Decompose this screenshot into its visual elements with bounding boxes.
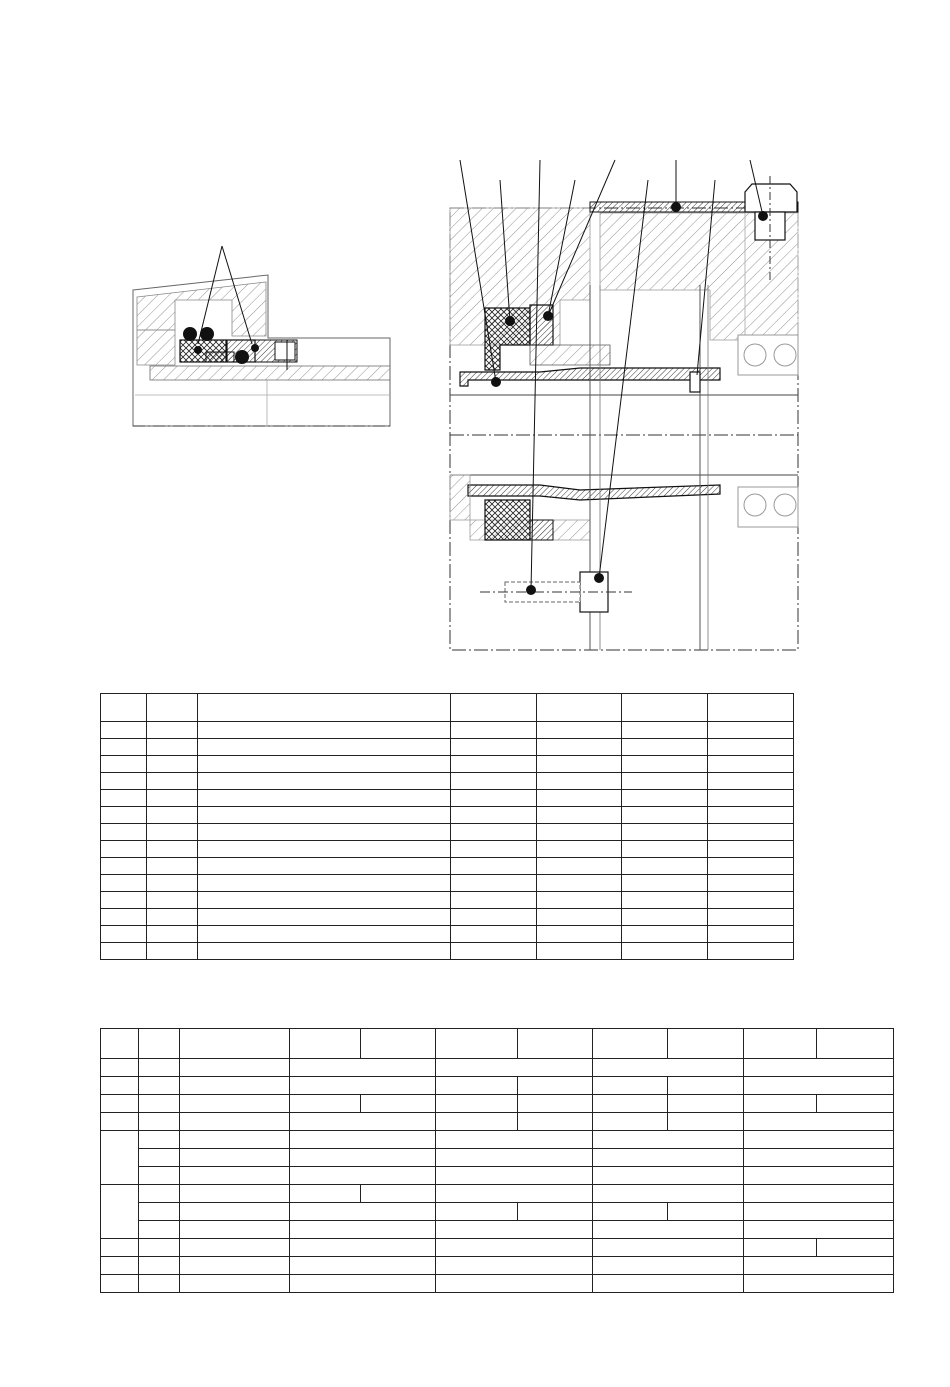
table-cell	[147, 756, 198, 773]
table-row	[101, 1077, 894, 1095]
table-cell	[147, 892, 198, 909]
table-cell	[147, 722, 198, 739]
table-cell	[198, 909, 451, 926]
table-row	[101, 739, 794, 756]
table-cell	[708, 694, 794, 722]
table-row	[101, 1059, 894, 1077]
bolt-head	[745, 184, 797, 212]
table-cell	[708, 807, 794, 824]
table-cell	[101, 892, 147, 909]
table-cell	[451, 824, 537, 841]
table-cell	[198, 892, 451, 909]
table-row	[101, 909, 794, 926]
table-cell	[537, 858, 622, 875]
table-cell	[622, 722, 708, 739]
table-cell	[101, 756, 147, 773]
table-cell	[101, 722, 147, 739]
table-cell	[198, 694, 451, 722]
table-row	[101, 1239, 894, 1257]
table-cell	[708, 824, 794, 841]
table-row	[101, 1257, 894, 1275]
table-cell	[198, 756, 451, 773]
table-cell	[147, 841, 198, 858]
table-cell	[198, 773, 451, 790]
table-cell	[537, 909, 622, 926]
table-row	[101, 1275, 894, 1293]
o-ring	[235, 350, 249, 364]
table-cell	[708, 739, 794, 756]
table-row	[101, 858, 794, 875]
table-cell	[537, 875, 622, 892]
shaft-sleeve-lower	[468, 485, 720, 500]
table-cell	[147, 773, 198, 790]
table-row	[101, 790, 794, 807]
table-cell	[101, 841, 147, 858]
table-cell	[451, 943, 537, 960]
table-cell	[147, 909, 198, 926]
table-row	[101, 1149, 894, 1167]
table-cell	[198, 926, 451, 943]
table-cell	[622, 773, 708, 790]
table-cell	[451, 858, 537, 875]
table-cell	[622, 807, 708, 824]
table-header-row	[101, 694, 794, 722]
table-cell	[537, 694, 622, 722]
table-row	[101, 756, 794, 773]
table-cell	[451, 773, 537, 790]
table-cell	[451, 926, 537, 943]
table-cell	[708, 722, 794, 739]
table-cell	[101, 773, 147, 790]
materials-table	[100, 1028, 894, 1293]
table-cell	[451, 807, 537, 824]
table-cell	[147, 807, 198, 824]
table-cell	[708, 790, 794, 807]
seal-face	[530, 305, 553, 345]
seal-section-drawing-left	[133, 246, 390, 426]
table-row	[101, 1095, 894, 1113]
table-cell	[147, 875, 198, 892]
technical-drawings	[0, 0, 950, 660]
table-cell	[537, 722, 622, 739]
table-cell	[622, 875, 708, 892]
table-cell	[147, 926, 198, 943]
table-cell	[198, 824, 451, 841]
table-cell	[101, 694, 147, 722]
table-cell	[622, 926, 708, 943]
table-cell	[451, 909, 537, 926]
table-row	[101, 1221, 894, 1239]
table-cell	[147, 739, 198, 756]
table-cell	[537, 756, 622, 773]
table-header-row	[101, 1029, 894, 1059]
table-cell	[537, 943, 622, 960]
table-cell	[198, 858, 451, 875]
table-cell	[198, 807, 451, 824]
table-cell	[537, 926, 622, 943]
table-cell	[708, 773, 794, 790]
table-cell	[622, 790, 708, 807]
table-cell	[101, 858, 147, 875]
parts-list-table	[100, 693, 794, 960]
table-cell	[101, 824, 147, 841]
table-cell	[622, 739, 708, 756]
table-cell	[708, 841, 794, 858]
table-cell	[537, 824, 622, 841]
table-row	[101, 722, 794, 739]
table-row	[101, 892, 794, 909]
table-cell	[147, 943, 198, 960]
table-cell	[537, 739, 622, 756]
table-row	[101, 773, 794, 790]
table-cell	[198, 875, 451, 892]
table-row	[101, 875, 794, 892]
table-cell	[622, 858, 708, 875]
table-cell	[101, 926, 147, 943]
table-row	[101, 943, 794, 960]
table-cell	[451, 892, 537, 909]
table-row	[101, 807, 794, 824]
table-cell	[451, 875, 537, 892]
table-row	[101, 1203, 894, 1221]
table-cell	[708, 858, 794, 875]
seal-assembly-drawing-right	[450, 160, 798, 650]
table-row	[101, 841, 794, 858]
table-cell	[101, 875, 147, 892]
table-row	[101, 1113, 894, 1131]
table-cell	[101, 739, 147, 756]
table-cell	[622, 756, 708, 773]
table-cell	[708, 756, 794, 773]
table-cell	[708, 926, 794, 943]
table-cell	[622, 909, 708, 926]
table-cell	[537, 790, 622, 807]
table-cell	[198, 943, 451, 960]
table-cell	[537, 773, 622, 790]
table-cell	[147, 694, 198, 722]
table-cell	[451, 756, 537, 773]
table-cell	[708, 875, 794, 892]
o-ring	[183, 327, 197, 341]
table-cell	[147, 858, 198, 875]
table-cell	[537, 807, 622, 824]
table-cell	[622, 892, 708, 909]
table-row	[101, 1185, 894, 1203]
table-cell	[101, 807, 147, 824]
table-cell	[147, 824, 198, 841]
table-cell	[101, 790, 147, 807]
table-cell	[198, 722, 451, 739]
table-cell	[708, 943, 794, 960]
table-cell	[537, 892, 622, 909]
table-cell	[622, 824, 708, 841]
table-cell	[451, 790, 537, 807]
table-cell	[708, 892, 794, 909]
table-cell	[451, 841, 537, 858]
table-cell	[198, 790, 451, 807]
table-row	[101, 1131, 894, 1149]
table-cell	[147, 790, 198, 807]
table-row	[101, 926, 794, 943]
table-cell	[622, 694, 708, 722]
table-cell	[622, 841, 708, 858]
table-cell	[451, 722, 537, 739]
table-cell	[101, 943, 147, 960]
table-cell	[537, 841, 622, 858]
table-cell	[198, 739, 451, 756]
table-cell	[451, 694, 537, 722]
table-cell	[101, 909, 147, 926]
table-cell	[451, 739, 537, 756]
table-cell	[708, 909, 794, 926]
table-cell	[198, 841, 451, 858]
table-row	[101, 1167, 894, 1185]
table-cell	[622, 943, 708, 960]
table-row	[101, 824, 794, 841]
